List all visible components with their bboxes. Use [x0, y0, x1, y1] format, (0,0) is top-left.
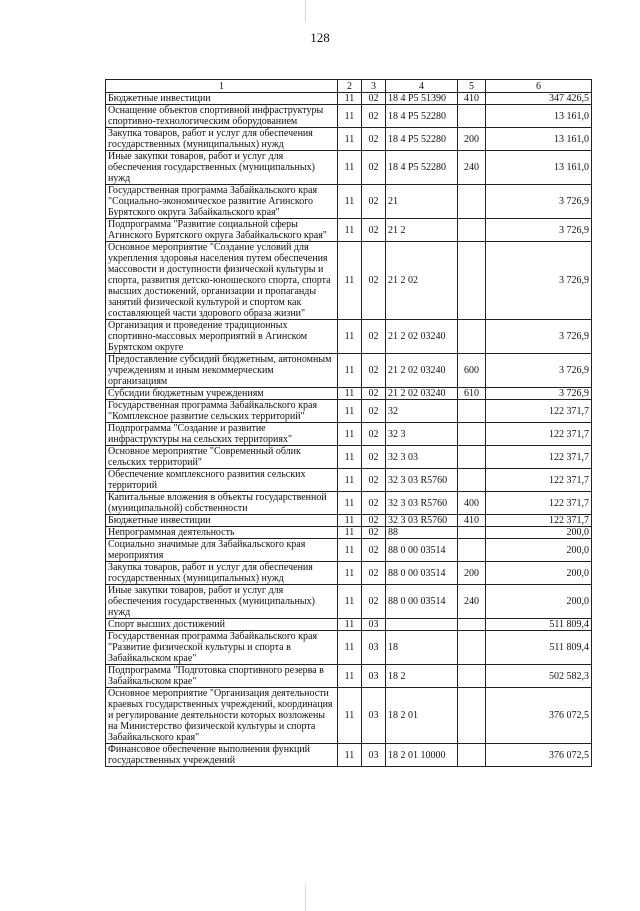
table-row	[106, 185, 592, 219]
row-csr: 32 3 03	[386, 446, 458, 469]
table-row	[106, 400, 592, 423]
row-amount: 502 582,3	[486, 665, 592, 688]
row-csr: 18 4 P5 52280	[386, 128, 458, 151]
row-rz: 11	[338, 242, 362, 320]
row-pr: 02	[362, 185, 386, 219]
table-row	[106, 128, 592, 151]
row-name: Закупка товаров, работ и услуг для обеспечения государственных (муниципальных) нужд	[106, 128, 338, 151]
row-rz: 11	[338, 320, 362, 354]
row-pr: 03	[362, 665, 386, 688]
row-rz: 11	[338, 128, 362, 151]
row-vr	[458, 242, 486, 320]
row-name: Основное мероприятие "Создание условий для укрепления здоровья населения путем обеспечения массовости и доступности физической культуры и спорта, развития детско-юношеского спорта, спорта высших достижений, организации и пропаганды занятий физической культурой и спортом как составляющей части здорового образа жизни"	[106, 242, 338, 320]
row-pr: 02	[362, 242, 386, 320]
header-vr: 5	[458, 80, 486, 93]
row-amount: 122 371,7	[486, 515, 592, 527]
table-row	[106, 619, 592, 631]
table-row	[106, 105, 592, 128]
row-rz: 11	[338, 688, 362, 744]
row-pr: 02	[362, 320, 386, 354]
row-name: Организация и проведение традиционных спортивно-массовых мероприятий в Агинском Бурятском округе	[106, 320, 338, 354]
row-amount: 3 726,9	[486, 242, 592, 320]
table-row	[106, 744, 592, 767]
row-amount: 13 161,0	[486, 151, 592, 185]
row-rz: 11	[338, 423, 362, 446]
row-csr: 32 3 03 R5760	[386, 515, 458, 527]
row-name: Подпрограмма "Развитие социальной сферы Агинского Бурятского округа Забайкальского края"	[106, 219, 338, 242]
row-vr: 240	[458, 151, 486, 185]
row-pr: 03	[362, 688, 386, 744]
row-vr: 410	[458, 515, 486, 527]
row-vr	[458, 185, 486, 219]
row-csr: 32 3 03 R5760	[386, 492, 458, 515]
row-name: Иные закупки товаров, работ и услуг для обеспечения государственных (муниципальных) нужд	[106, 585, 338, 619]
row-rz: 11	[338, 388, 362, 400]
header-csr: 4	[386, 80, 458, 93]
row-pr: 02	[362, 446, 386, 469]
header-row	[106, 80, 592, 93]
row-amount: 200,0	[486, 527, 592, 539]
scan-fold-line	[305, 885, 306, 911]
header-name: 1	[106, 80, 338, 93]
table-row	[106, 388, 592, 400]
row-name: Закупка товаров, работ и услуг для обеспечения государственных (муниципальных) нужд	[106, 562, 338, 585]
row-csr: 18 2 01	[386, 688, 458, 744]
row-vr	[458, 744, 486, 767]
row-name: Непрограммная деятельность	[106, 527, 338, 539]
row-csr: 88 0 00 03514	[386, 539, 458, 562]
budget-table-header	[106, 80, 592, 93]
table-row	[106, 219, 592, 242]
row-vr	[458, 105, 486, 128]
row-name: Капитальные вложения в объекты государственной (муниципальной) собственности	[106, 492, 338, 515]
row-amount: 122 371,7	[486, 469, 592, 492]
table-row	[106, 320, 592, 354]
row-vr	[458, 320, 486, 354]
row-amount: 347 426,5	[486, 93, 592, 105]
row-rz: 11	[338, 185, 362, 219]
row-name: Оснащение объектов спортивной инфраструктуры спортивно-технологическим оборудованием	[106, 105, 338, 128]
table-row	[106, 527, 592, 539]
row-vr	[458, 446, 486, 469]
row-vr	[458, 665, 486, 688]
row-amount: 3 726,9	[486, 388, 592, 400]
row-rz: 11	[338, 665, 362, 688]
row-csr	[386, 619, 458, 631]
table-row	[106, 688, 592, 744]
scan-fold-line	[305, 0, 306, 22]
table-row	[106, 354, 592, 388]
row-vr	[458, 527, 486, 539]
header-pr: 3	[362, 80, 386, 93]
row-rz: 11	[338, 562, 362, 585]
row-pr: 02	[362, 585, 386, 619]
table-row	[106, 423, 592, 446]
row-pr: 03	[362, 631, 386, 665]
row-amount: 122 371,7	[486, 446, 592, 469]
row-csr: 18 4 P5 52280	[386, 105, 458, 128]
row-name: Подпрограмма "Создание и развитие инфраструктуры на сельских территориях"	[106, 423, 338, 446]
row-amount: 122 371,7	[486, 423, 592, 446]
row-pr: 02	[362, 469, 386, 492]
row-amount: 200,0	[486, 562, 592, 585]
row-csr: 18 2 01 10000	[386, 744, 458, 767]
row-name: Социально значимые для Забайкальского края мероприятия	[106, 539, 338, 562]
row-pr: 02	[362, 562, 386, 585]
header-amount: 6	[486, 80, 592, 93]
row-name: Основное мероприятие "Современный облик сельских территорий"	[106, 446, 338, 469]
row-rz: 11	[338, 354, 362, 388]
row-vr: 240	[458, 585, 486, 619]
row-amount: 3 726,9	[486, 320, 592, 354]
row-csr: 21 2 02 03240	[386, 354, 458, 388]
row-name: Предоставление субсидий бюджетным, автономным учреждениям и иным некоммерческим организациям	[106, 354, 338, 388]
table-row	[106, 151, 592, 185]
row-vr	[458, 219, 486, 242]
row-pr: 02	[362, 354, 386, 388]
row-vr	[458, 423, 486, 446]
row-amount: 13 161,0	[486, 128, 592, 151]
table-row	[106, 446, 592, 469]
row-rz: 11	[338, 515, 362, 527]
table-row	[106, 562, 592, 585]
row-pr: 02	[362, 539, 386, 562]
row-csr: 88	[386, 527, 458, 539]
row-vr: 200	[458, 562, 486, 585]
row-csr: 18 2	[386, 665, 458, 688]
row-pr: 02	[362, 128, 386, 151]
row-amount: 376 072,5	[486, 688, 592, 744]
row-pr: 03	[362, 619, 386, 631]
row-rz: 11	[338, 631, 362, 665]
row-rz: 11	[338, 446, 362, 469]
row-name: Финансовое обеспечение выполнения функций государственных учреждений	[106, 744, 338, 767]
row-csr: 88 0 00 03514	[386, 585, 458, 619]
table-row	[106, 515, 592, 527]
row-name: Обеспечение комплексного развития сельских территорий	[106, 469, 338, 492]
row-amount: 122 371,7	[486, 400, 592, 423]
row-vr	[458, 688, 486, 744]
row-name: Государственная программа Забайкальского края "Социально-экономическое развитие Агинского Бурятского округа Забайкальского края"	[106, 185, 338, 219]
row-rz: 11	[338, 527, 362, 539]
table-row	[106, 492, 592, 515]
row-rz: 11	[338, 744, 362, 767]
row-pr: 02	[362, 527, 386, 539]
row-rz: 11	[338, 492, 362, 515]
row-amount: 200,0	[486, 585, 592, 619]
row-pr: 02	[362, 388, 386, 400]
row-amount: 122 371,7	[486, 492, 592, 515]
row-amount: 200,0	[486, 539, 592, 562]
row-amount: 511 809,4	[486, 619, 592, 631]
page-number: 128	[310, 30, 330, 45]
budget-table-body	[106, 93, 592, 767]
row-csr: 21 2 02	[386, 242, 458, 320]
row-csr: 21 2	[386, 219, 458, 242]
row-name: Подпрограмма "Подготовка спортивного резерва в Забайкальском крае"	[106, 665, 338, 688]
row-rz: 11	[338, 219, 362, 242]
table-row	[106, 665, 592, 688]
row-csr: 32	[386, 400, 458, 423]
header-rz: 2	[338, 80, 362, 93]
row-amount: 13 161,0	[486, 105, 592, 128]
row-csr: 18	[386, 631, 458, 665]
row-vr: 610	[458, 388, 486, 400]
table-row	[106, 469, 592, 492]
row-vr: 410	[458, 93, 486, 105]
row-rz: 11	[338, 619, 362, 631]
row-name: Государственная программа Забайкальского края "Развитие физической культуры и спорта в Забайкальском крае"	[106, 631, 338, 665]
row-csr: 18 4 P5 52280	[386, 151, 458, 185]
row-vr	[458, 539, 486, 562]
row-rz: 11	[338, 469, 362, 492]
row-vr	[458, 631, 486, 665]
row-pr: 03	[362, 744, 386, 767]
table-row	[106, 93, 592, 105]
row-pr: 02	[362, 93, 386, 105]
row-rz: 11	[338, 539, 362, 562]
row-csr: 21	[386, 185, 458, 219]
row-name: Основное мероприятие "Организация деятельности краевых государственных учреждений, координация и регулирование деятельности которых возложены на Министерство физической культуры и спорта Забайкальского края"	[106, 688, 338, 744]
row-pr: 02	[362, 151, 386, 185]
row-name: Субсидии бюджетным учреждениям	[106, 388, 338, 400]
row-rz: 11	[338, 151, 362, 185]
row-csr: 88 0 00 03514	[386, 562, 458, 585]
row-pr: 02	[362, 492, 386, 515]
row-name: Государственная программа Забайкальского края "Комплексное развитие сельских территорий"	[106, 400, 338, 423]
table-row	[106, 242, 592, 320]
row-vr	[458, 619, 486, 631]
row-rz: 11	[338, 93, 362, 105]
row-amount: 3 726,9	[486, 185, 592, 219]
row-csr: 21 2 02 03240	[386, 320, 458, 354]
row-name: Бюджетные инвестиции	[106, 93, 338, 105]
row-rz: 11	[338, 585, 362, 619]
row-csr: 18 4 P5 51390	[386, 93, 458, 105]
row-vr: 600	[458, 354, 486, 388]
row-rz: 11	[338, 105, 362, 128]
row-amount: 3 726,9	[486, 354, 592, 388]
row-name: Спорт высших достижений	[106, 619, 338, 631]
row-pr: 02	[362, 515, 386, 527]
row-pr: 02	[362, 219, 386, 242]
row-amount: 3 726,9	[486, 219, 592, 242]
row-amount: 511 809,4	[486, 631, 592, 665]
row-name: Бюджетные инвестиции	[106, 515, 338, 527]
row-vr: 400	[458, 492, 486, 515]
table-row	[106, 585, 592, 619]
row-csr: 32 3	[386, 423, 458, 446]
row-rz: 11	[338, 400, 362, 423]
table-row	[106, 631, 592, 665]
row-pr: 02	[362, 423, 386, 446]
row-vr: 200	[458, 128, 486, 151]
row-csr: 32 3 03 R5760	[386, 469, 458, 492]
row-vr	[458, 469, 486, 492]
row-pr: 02	[362, 105, 386, 128]
row-amount: 376 072,5	[486, 744, 592, 767]
row-csr: 21 2 02 03240	[386, 388, 458, 400]
row-pr: 02	[362, 400, 386, 423]
budget-table	[105, 79, 592, 767]
table-row	[106, 539, 592, 562]
row-name: Иные закупки товаров, работ и услуг для обеспечения государственных (муниципальных) нужд	[106, 151, 338, 185]
row-vr	[458, 400, 486, 423]
